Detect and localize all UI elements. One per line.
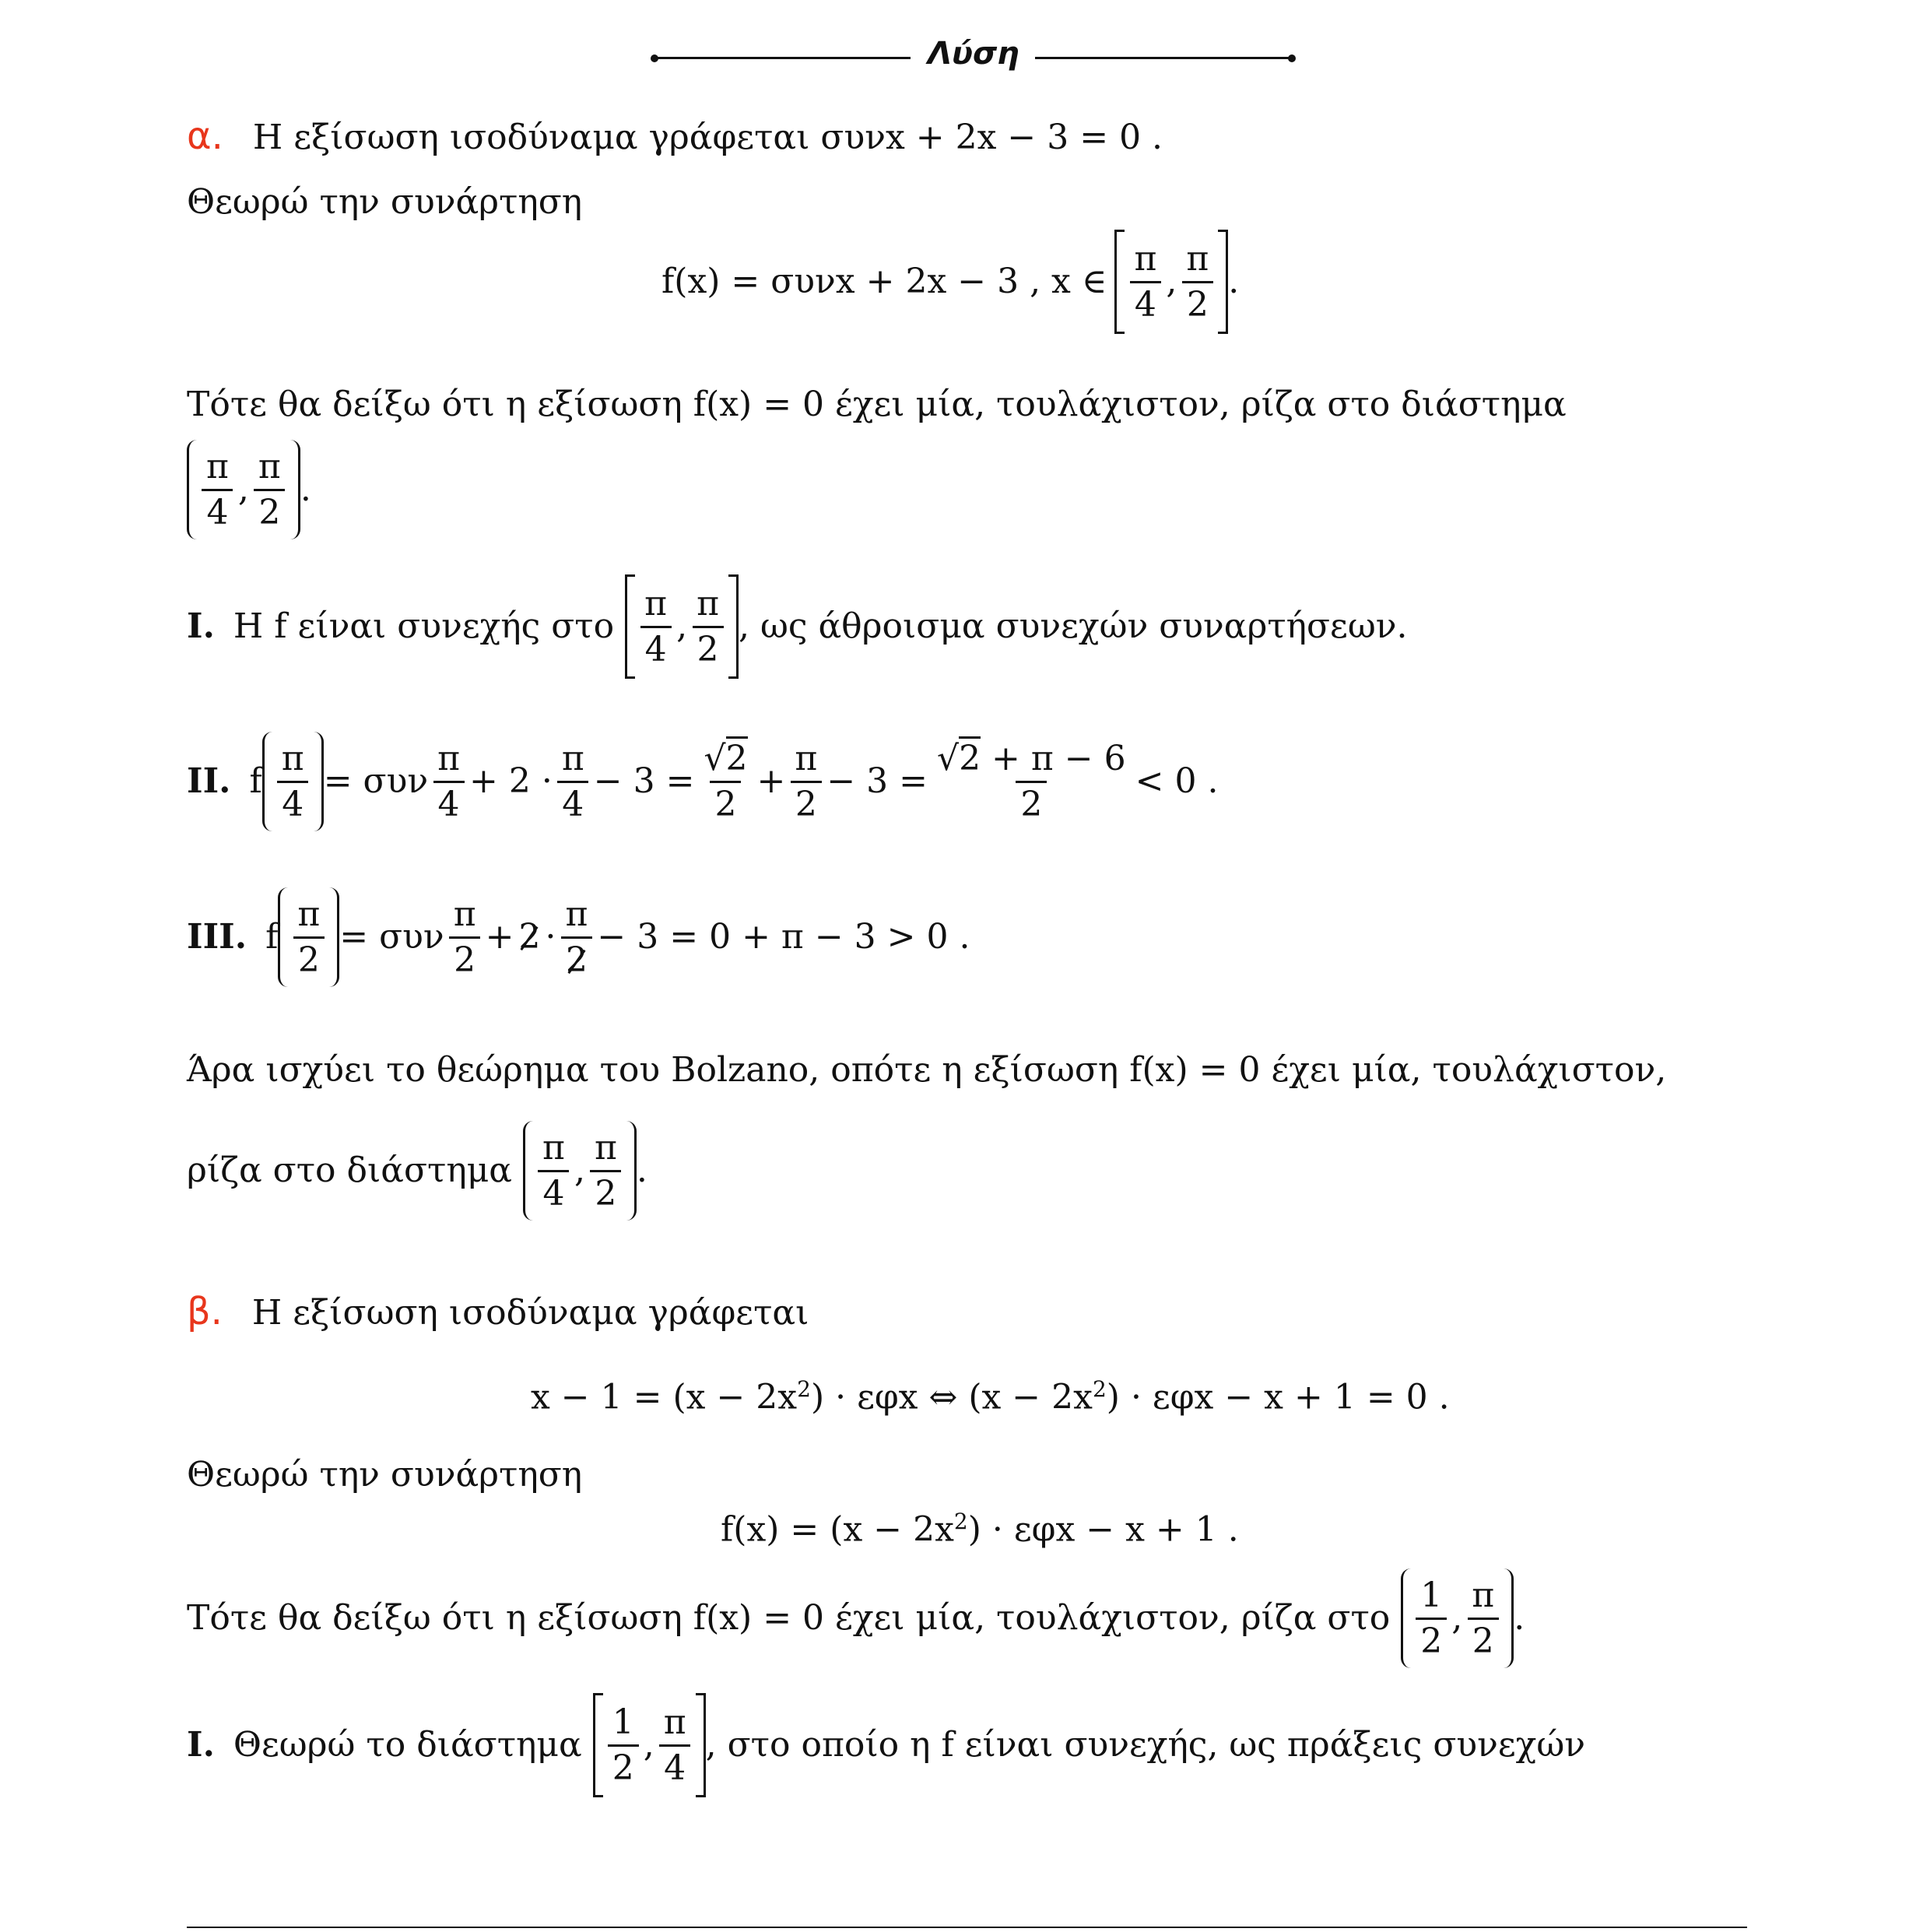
fraction-pi-over-4: $\frac{\pi}{4}$	[1129, 237, 1161, 327]
function-definition: f(x) = συνx + 2x − 3 , x ∈	[661, 262, 1107, 301]
part-a-step1: I. Η f είναι συνεχής στο $\frac{\pi}{4}$ , $\frac{\pi}{2}$ , ως άθροισμα συνεχών συναρτήσεων.	[187, 574, 1407, 679]
part-a-goal-interval: $\frac{\pi}{4}$ , $\frac{\pi}{2}$ .	[187, 440, 311, 539]
bracket-left	[1114, 230, 1125, 334]
part-a-equation: συνx + 2x − 3 = 0 .	[820, 118, 1163, 157]
paren-left	[187, 440, 197, 539]
header-right-rule	[1035, 57, 1292, 59]
part-a-step3: III. f $\frac{\pi}{2}$ = συν $\frac{\pi}{2}$ + 2 · $\frac{\pi}{2}$ − 3 = 0 + π − 3 > 0 .	[187, 887, 970, 987]
conclusion-text: ρίζα στο διάστημα	[187, 1150, 513, 1190]
part-a-conclusion-2: ρίζα στο διάστημα $\frac{\pi}{4}$ , $\frac{\pi}{2}$ .	[187, 1121, 647, 1221]
step-label: III.	[187, 917, 247, 957]
part-a-label: α.	[187, 114, 223, 158]
part-a-goal: Τότε θα δείξω ότι η εξίσωση f(x) = 0 έχει μία, τουλάχιστον, ρίζα στο διάστημα	[187, 385, 1567, 424]
part-a-step2: II. f $\frac{\pi}{4}$ = συν $\frac{\pi}{4}$ + 2 · $\frac{\pi}{4}$ − 3 = $\frac{√2}{2}$ + $\frac{\pi}{2}$ − 3 = $\frac{√2 + \pi - 6}{2}$ < 0 .	[187, 732, 1218, 831]
header-right-dot	[1288, 54, 1296, 62]
footer-rule	[187, 1927, 1747, 1928]
paren-right	[290, 440, 300, 539]
step-label: I.	[187, 606, 215, 646]
step-label: I.	[187, 1725, 215, 1765]
part-b-consider: Θεωρώ την συνάρτηση	[187, 1455, 583, 1495]
part-b-function: $f(x) = (x - 2x^2) \cdot \varepsilon\varphi x - x + 1$ .	[721, 1509, 1239, 1550]
step1-text: Η f είναι συνεχής στο	[233, 606, 615, 646]
part-a-function-def: f(x) = συνx + 2x − 3 , x ∈ $\frac{\pi}{4}$ , $\frac{\pi}{2}$ .	[661, 230, 1239, 334]
part-a-line1	[187, 113, 1163, 161]
part-b-step1: I. Θεωρώ το διάστημα $\frac{1}{2}$ , $\frac{\pi}{4}$ , στο οποίο η f είναι συνεχής, ως πράξεις συνεχών	[187, 1693, 1585, 1797]
step1-tail: , ως άθροισμα συνεχών συναρτήσεων.	[738, 606, 1408, 646]
part-b-goal: Τότε θα δείξω ότι η εξίσωση f(x) = 0 έχει μία, τουλάχιστον, ρίζα στο $\frac{1}{2}$ , $\frac{\pi}{2}$ .	[187, 1568, 1525, 1668]
part-b-step1-text: Θεωρώ το διάστημα	[233, 1725, 582, 1765]
part-b-step1-tail: , στο οποίο η f είναι συνεχής, ως πράξεις συνεχών	[705, 1725, 1585, 1765]
bracket-right	[1218, 230, 1228, 334]
part-b-intro: Η εξίσωση ισοδύναμα γράφεται	[251, 1293, 809, 1333]
step-label: II.	[187, 761, 231, 801]
part-a-conclusion-1: Άρα ισχύει το θεώρημα του Bolzano, οπότε η εξίσωση f(x) = 0 έχει μία, τουλάχιστον,	[187, 1050, 1667, 1090]
header-left-rule	[654, 57, 911, 59]
fraction-pi-over-2: $\frac{\pi}{2}$	[1181, 237, 1213, 327]
part-b-line1	[187, 1288, 809, 1337]
part-b-label: β.	[187, 1290, 223, 1333]
part-b-equation: $x - 1 = (x - 2x^2) \cdot \varepsilon\varphi x$ ⇔ $(x - 2x^2) \cdot \varepsilon\varphi x - x + 1 = 0$ .	[531, 1376, 1450, 1417]
part-a-intro: Η εξίσωση ισοδύναμα γράφεται	[252, 118, 810, 157]
part-b-goal-text: Τότε θα δείξω ότι η εξίσωση f(x) = 0 έχει μία, τουλάχιστον, ρίζα στο	[187, 1598, 1391, 1638]
page-title: Λύση	[928, 36, 1019, 72]
part-a-consider: Θεωρώ την συνάρτηση	[187, 182, 583, 222]
